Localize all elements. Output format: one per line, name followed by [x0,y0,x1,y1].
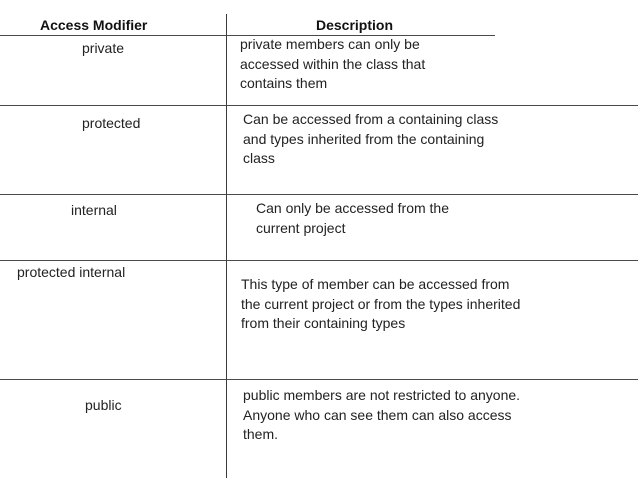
header-description: Description [316,17,394,33]
description-internal: Can only be accessed from the current project [256,200,449,236]
modifier-private: private [82,40,125,56]
row-divider [0,194,638,195]
description-public: public members are not restricted to anyone. Anyone who can see them can also access them. [243,387,521,442]
row-divider [0,105,638,106]
modifier-internal: internal [71,202,117,218]
column-divider [226,14,227,478]
modifier-public: public [85,397,122,413]
description-private: private members can only be accessed within the class that contains them [240,36,426,91]
modifier-protected-internal: protected internal [17,264,126,280]
row-divider [0,260,638,261]
description-protected-internal: This type of member can be accessed from the current project or from the types inherited from their containing types [241,276,521,331]
description-protected: Can be accessed from a containing class and types inherited from the containing class [243,111,499,166]
row-divider [0,379,638,380]
modifier-protected: protected [82,115,141,131]
header-access-modifier: Access Modifier [40,17,148,33]
